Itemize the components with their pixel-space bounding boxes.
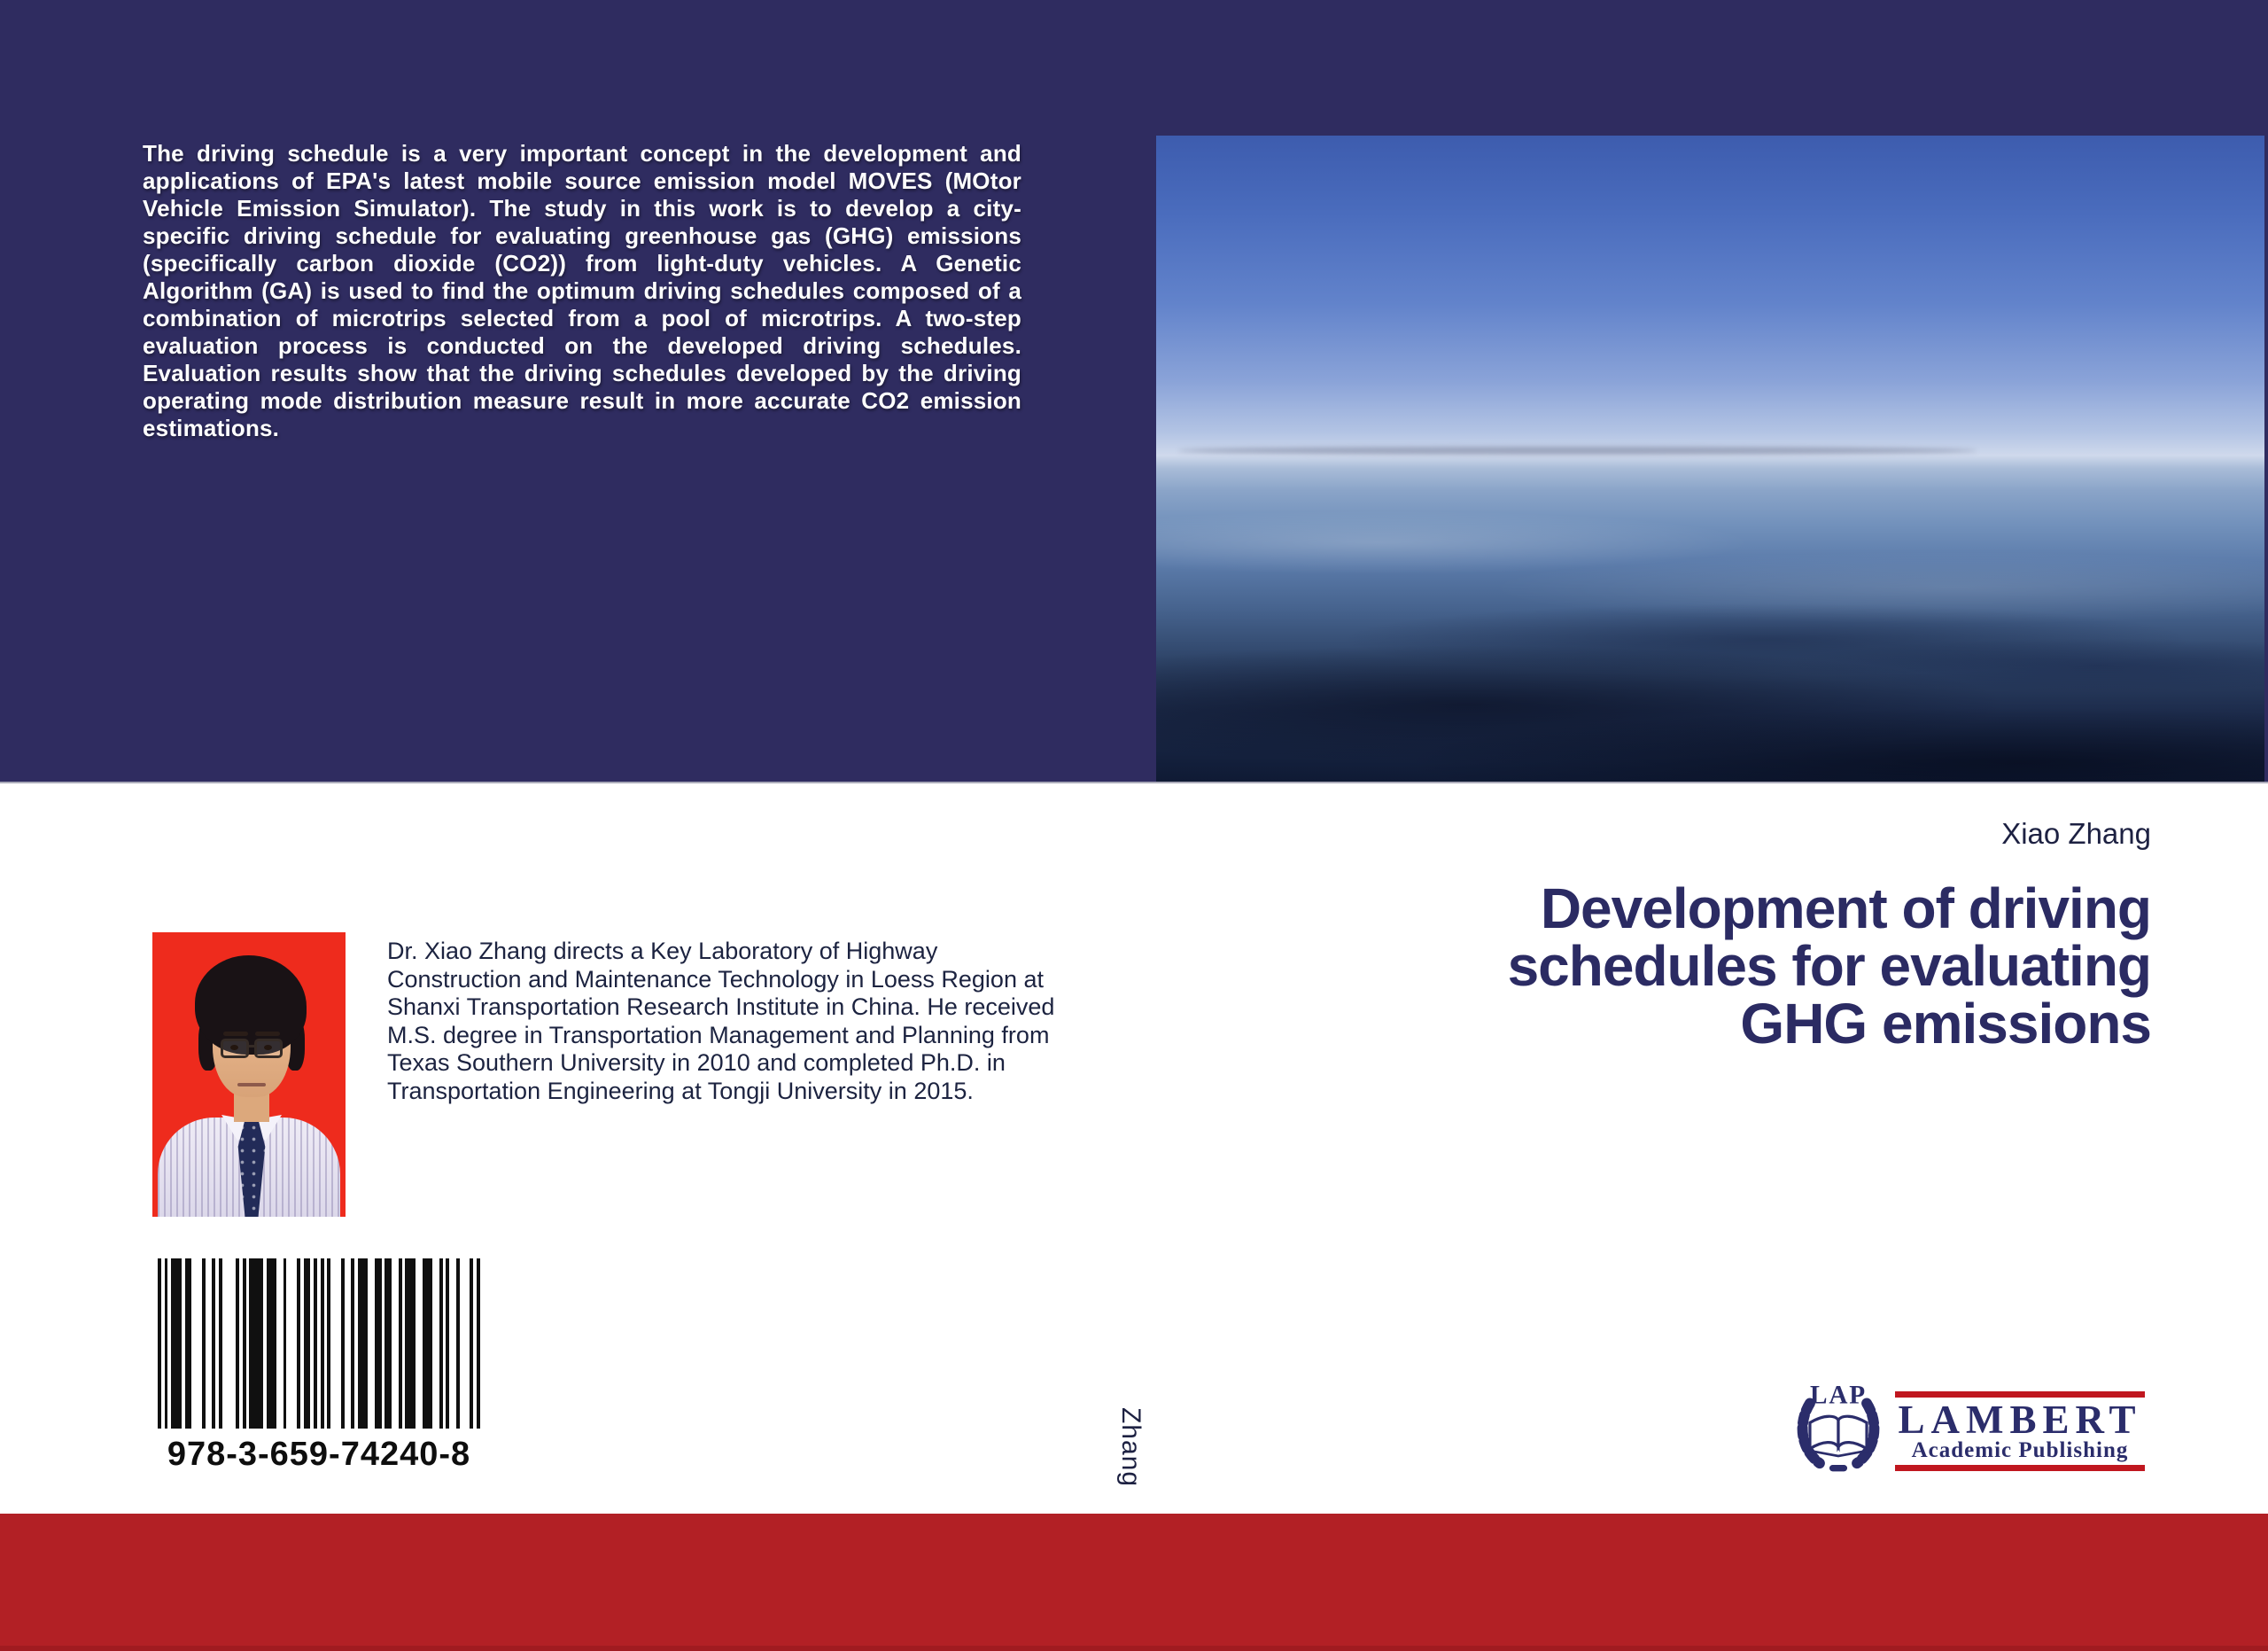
- title-line-2: schedules for evaluating: [1507, 934, 2151, 998]
- title-line-1: Development of driving: [1540, 876, 2151, 940]
- top-navy-band: [0, 0, 2268, 782]
- publisher-logo: [1792, 1375, 2143, 1476]
- lap-acronym: LAP: [1809, 1381, 1868, 1410]
- book-title: [1265, 876, 2151, 1055]
- logo-red-bar-top: [1895, 1391, 2145, 1398]
- author-bio: Dr. Xiao Zhang directs a Key Laboratory of Highway Construction and Maintenance Technology in Loess Region at Shanxi Transportation Research Institute in China. He received M.S. degree in Transportation Management and Planning from Texas Southern University in 2010 and completed Ph.D. in Transportation Engineering at Tongji University in 2015.: [387, 938, 1055, 1104]
- barcode-bar: [477, 1258, 480, 1429]
- open-book-icon: [1810, 1416, 1838, 1449]
- photo-glasses-bridge: [248, 1045, 255, 1047]
- photo-eyebrow: [255, 1032, 280, 1036]
- photo-mouth: [237, 1083, 266, 1086]
- logo-red-bar-bottom: [1895, 1465, 2145, 1471]
- spine-author-name: Zhang: [1116, 1406, 1146, 1488]
- ocean-horizon-landmass: [1178, 447, 1977, 455]
- back-cover-abstract: The driving schedule is a very important concept in the development and applications of EPA's latest mobile source emission model MOVES (MOtor Vehicle Emission Simulator). The study in this work is to develop a city-specific driving schedule for evaluating greenhouse gas (GHG) emissions (specifically carbon dioxide (CO2)) from light-duty vehicles. A Genetic Algorithm (GA) is used to find the optimum driving schedules composed of a combination of microtrips selected from a pool of microtrips. A two-step evaluation process is conducted on the developed driving schedules. Evaluation results show that the driving schedules developed by the driving operating mode distribution measure result in more accurate CO2 emission estimations.: [143, 140, 1021, 441]
- title-line-3: GHG emissions: [1740, 992, 2151, 1055]
- photo-eyebrow: [223, 1032, 248, 1036]
- front-author-name: Xiao Zhang: [2001, 817, 2151, 850]
- cover-ocean-photo: [1156, 136, 2264, 782]
- photo-hair: [195, 955, 307, 1055]
- author-photo: [152, 932, 346, 1217]
- publisher-text-block: [1895, 1391, 2145, 1471]
- bottom-red-stripe: [0, 1514, 2268, 1651]
- barcode-bars: [158, 1258, 480, 1429]
- lap-wreath-icon: [1792, 1379, 1884, 1475]
- publisher-subtitle: Academic Publishing: [1911, 1438, 2129, 1462]
- isbn-barcode: [158, 1258, 480, 1474]
- photo-eye: [264, 1045, 272, 1050]
- publisher-name: LAMBERT: [1898, 1398, 2142, 1442]
- photo-eye: [230, 1045, 238, 1050]
- isbn-number: 978-3-659-74240-8: [167, 1436, 471, 1473]
